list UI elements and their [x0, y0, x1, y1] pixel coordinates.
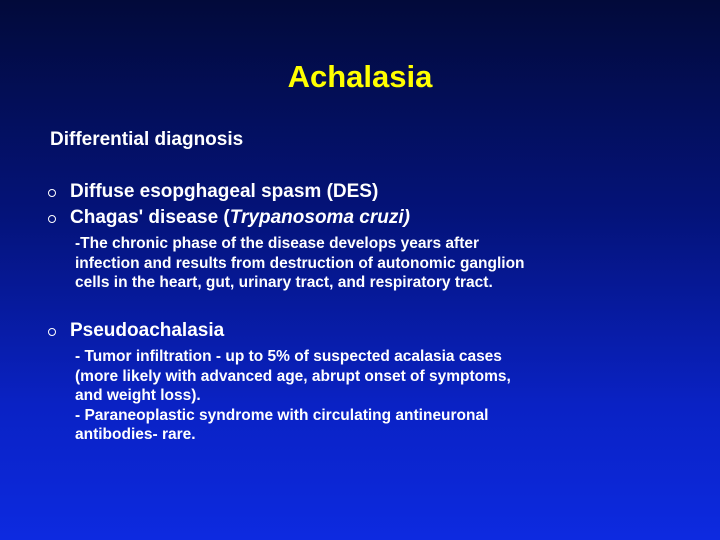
chagas-note-line: -The chronic phase of the disease develops years after: [75, 235, 480, 252]
chagas-note-line: infection and results from destruction of autonomic ganglion: [75, 254, 525, 272]
bullet-chagas-text-italic: Trypanosoma cruzi): [229, 207, 410, 228]
bullet-dot-icon: [48, 328, 56, 336]
pseudoachalasia-note-line: antibodies- rare.: [75, 426, 196, 443]
pseudoachalasia-note: [75, 347, 511, 445]
pseudoachalasia-note-line: - Tumor infiltration - up to 5% of suspected acalasia cases: [75, 348, 502, 365]
bullet-dot-icon: [48, 189, 56, 197]
bullet-chagas-text-main: Chagas' disease (: [70, 207, 230, 228]
bullet-des-text: Diffuse esopghageal spasm (DES): [70, 181, 379, 202]
pseudoachalasia-note-line: and weight loss).: [75, 387, 201, 404]
chagas-note: [75, 234, 525, 293]
pseudoachalasia-note-line: (more likely with advanced age, abrupt onset of symptoms,: [75, 367, 511, 385]
bullet-chagas-text: [70, 206, 410, 230]
pseudoachalasia-note-line: - Paraneoplastic syndrome with circulating antineuronal: [75, 406, 489, 424]
slide-subtitle: Differential diagnosis: [50, 129, 244, 150]
chagas-note-line: cells in the heart, gut, urinary tract, and respiratory tract.: [75, 274, 493, 291]
bullet-pseudoachalasia-text: Pseudoachalasia: [70, 320, 225, 341]
bullet-dot-icon: [48, 215, 56, 223]
slide-title: Achalasia: [287, 59, 433, 94]
